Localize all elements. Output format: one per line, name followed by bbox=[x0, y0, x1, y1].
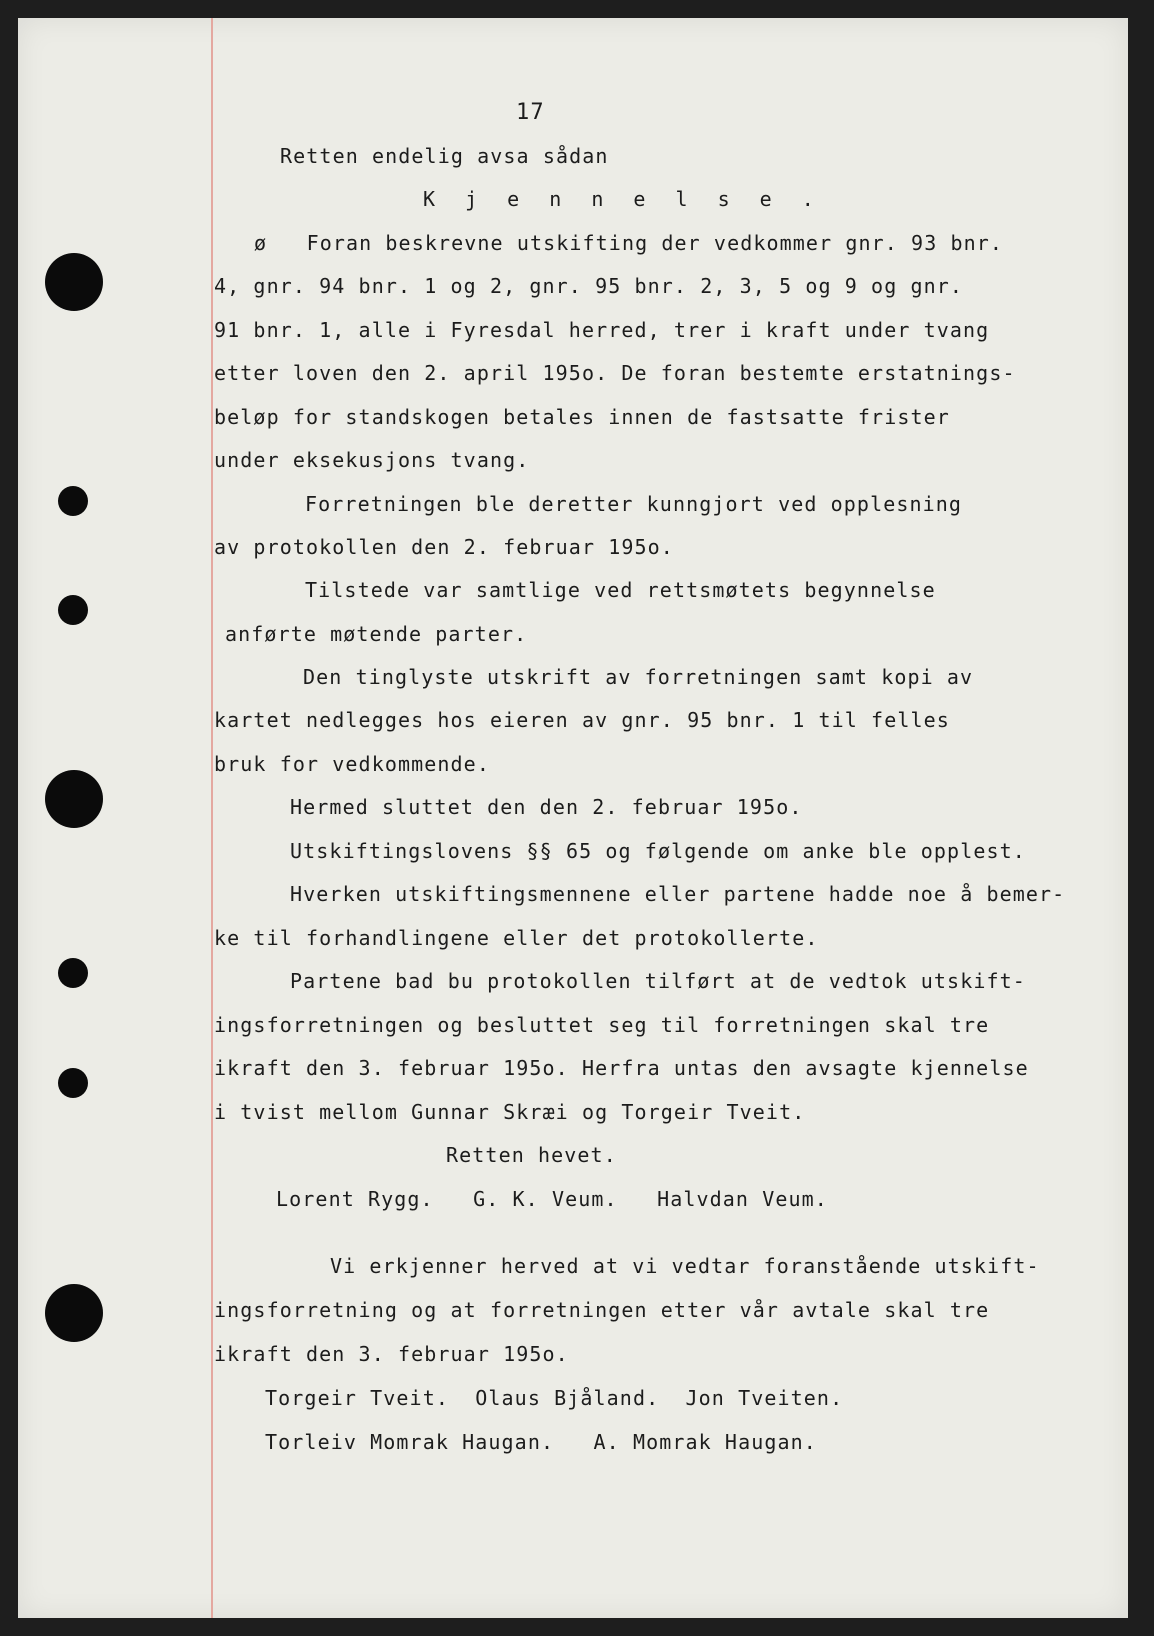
page-number: 17 bbox=[516, 100, 545, 125]
signatures-line-2: Torgeir Tveit. Olaus Bjåland. Jon Tveiten. bbox=[265, 1386, 844, 1410]
text-line-5: 91 bnr. 1, alle i Fyresdal herred, trer i kraft under tvang bbox=[214, 318, 990, 342]
text-line-17: Utskiftingslovens §§ 65 og følgende om anke ble opplest. bbox=[290, 839, 1026, 863]
text-line-13: Den tinglyste utskrift av forretningen samt kopi av bbox=[303, 665, 974, 689]
text-line-27: ingsforretning og at forretningen etter vår avtale skal tre bbox=[214, 1298, 990, 1322]
heading-kjennelse: K j e n n e l s e . bbox=[423, 187, 823, 211]
text-line-18: Hverken utskiftingsmennene eller partene hadde noe å bemer- bbox=[290, 882, 1066, 906]
text-line-4: 4, gnr. 94 bnr. 1 og 2, gnr. 95 bnr. 2, 3, 5 og 9 og gnr. bbox=[214, 274, 964, 298]
binder-hole-1 bbox=[45, 253, 103, 311]
binder-hole-5 bbox=[58, 958, 88, 988]
text-line-21: ingsforretningen og besluttet seg til forretningen skal tre bbox=[214, 1013, 990, 1037]
text-line-22: ikraft den 3. februar 195o. Herfra untas den avsagte kjennelse bbox=[214, 1056, 1029, 1080]
text-line-9: Forretningen ble deretter kunngjort ved opplesning bbox=[305, 492, 963, 516]
text-line-6: etter loven den 2. april 195o. De foran bestemte erstatnings- bbox=[214, 361, 1016, 385]
text-line-11: Tilstede var samtlige ved rettsmøtets begynnelse bbox=[305, 578, 936, 602]
text-line-28: ikraft den 3. februar 195o. bbox=[214, 1342, 569, 1366]
text-line-1: Retten endelig avsa sådan bbox=[280, 144, 609, 168]
text-line-12: anførte møtende parter. bbox=[225, 622, 528, 646]
document-page bbox=[18, 18, 1128, 1618]
signatures-line-3: Torleiv Momrak Haugan. A. Momrak Haugan. bbox=[265, 1430, 817, 1454]
text-line-14: kartet nedlegges hos eieren av gnr. 95 bnr. 1 til felles bbox=[214, 708, 950, 732]
red-margin-line bbox=[211, 18, 213, 1618]
text-line-23: i tvist mellom Gunnar Skræi og Torgeir Tveit. bbox=[214, 1100, 806, 1124]
binder-hole-3 bbox=[58, 595, 88, 625]
text-line-3: ø Foran beskrevne utskifting der vedkommer gnr. 93 bnr. bbox=[254, 231, 1004, 255]
text-line-15: bruk for vedkommende. bbox=[214, 752, 490, 776]
text-line-16: Hermed sluttet den den 2. februar 195o. bbox=[290, 795, 803, 819]
binder-hole-6 bbox=[58, 1068, 88, 1098]
binder-hole-7 bbox=[45, 1284, 103, 1342]
text-line-24: Retten hevet. bbox=[446, 1143, 617, 1167]
text-line-10: av protokollen den 2. februar 195o. bbox=[214, 535, 674, 559]
text-line-26: Vi erkjenner herved at vi vedtar foranstående utskift- bbox=[330, 1254, 1040, 1278]
text-line-20: Partene bad bu protokollen tilført at de vedtok utskift- bbox=[290, 969, 1026, 993]
text-line-8: under eksekusjons tvang. bbox=[214, 448, 530, 472]
binder-hole-2 bbox=[58, 486, 88, 516]
binder-hole-4 bbox=[45, 770, 103, 828]
signatures-line-1: Lorent Rygg. G. K. Veum. Halvdan Veum. bbox=[276, 1187, 828, 1211]
text-line-7: beløp for standskogen betales innen de fastsatte frister bbox=[214, 405, 950, 429]
text-line-19: ke til forhandlingene eller det protokollerte. bbox=[214, 926, 819, 950]
